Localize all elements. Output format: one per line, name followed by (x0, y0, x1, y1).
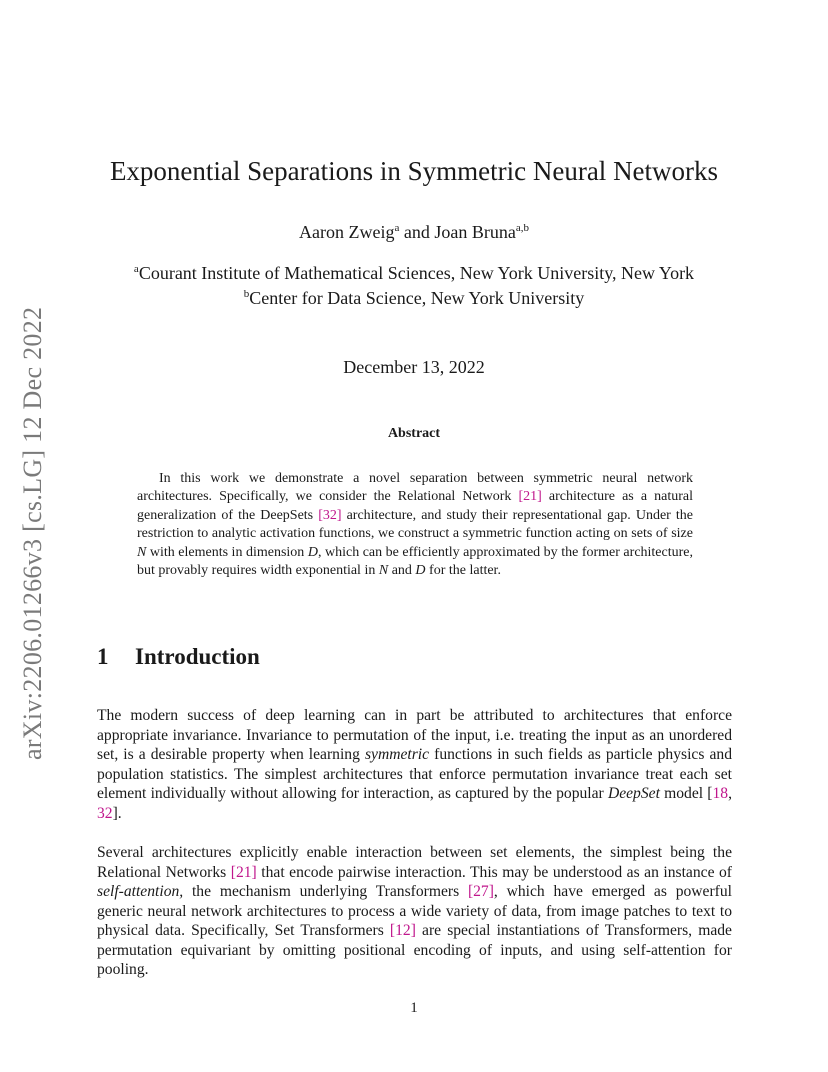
abstract-text: architecture as a natural generalization of the DeepSets (137, 489, 694, 523)
section-number: 1 (97, 644, 109, 669)
abstract-text: and (388, 563, 416, 579)
author-affiliation-mark: a,b (515, 222, 529, 234)
author-connector: and (399, 222, 435, 242)
body-text: , (728, 785, 732, 802)
section-title: Introduction (135, 644, 260, 669)
math-variable: D (415, 563, 426, 579)
paper-title: Exponential Separations in Symmetric Neural Networks (109, 156, 719, 186)
abstract-text: with elements in dimension (146, 544, 308, 560)
abstract-body (137, 470, 693, 580)
body-text: model [ (659, 785, 713, 802)
body-text: ]. (112, 804, 122, 822)
author-name: Aaron Zweig (299, 222, 395, 242)
affiliation-mark: a (133, 263, 139, 275)
citation-link[interactable]: [21] (518, 489, 542, 505)
citation-link[interactable]: [27] (467, 883, 494, 900)
emphasis-text: DeepSet (607, 785, 660, 802)
page-number: 1 (410, 1000, 418, 1016)
body-paragraph (97, 706, 732, 823)
affiliation-a (0, 263, 828, 284)
author-name: Joan Bruna (434, 222, 516, 242)
affiliation-b (0, 288, 828, 309)
abstract-text: In this work we demonstrate a novel separation between symmetric neural network architectures. Specifically, we consider the Relational Network (137, 471, 693, 505)
body-text: , which have emerged as powerful generic neural network architectures to process a wide variety of data, from image patches to text to physical data. Specifically, Set Transformers (97, 883, 732, 939)
author-affiliation-mark: a (394, 222, 400, 234)
body-text: functions in such fields as particle physics and population statistics. The simplest architectures that enforce permutation invariance treat each set element individually without allowing for interaction, as captured by the popular (97, 746, 732, 802)
body-text: are special instantiations of Transformers, made permutation equivariant by omitting positional encoding of inputs, and using self-attention for pooling. (97, 922, 732, 978)
citation-link[interactable]: 32 (97, 804, 113, 822)
citation-link[interactable]: [12] (389, 922, 416, 939)
body-text: The modern success of deep learning can in part be attributed to architectures that enforce appropriate invariance. Invariance to permutation of the input, i.e. treating the input as an unordered set, is a desirable property when learning (97, 707, 732, 763)
body-text: Several architectures explicitly enable interaction between set elements, the simplest being the Relational Networks (97, 844, 732, 881)
abstract-text: for the latter. (425, 563, 501, 579)
abstract-heading: Abstract (387, 426, 441, 441)
emphasis-text: self-attention, (97, 883, 184, 900)
arxiv-side-identifier: arXiv:2206.01266v3 [cs.LG] 12 Dec 2022 (18, 306, 47, 760)
math-variable: D (307, 544, 318, 560)
section-heading (97, 644, 260, 670)
author-line (0, 222, 828, 243)
body-text: that encode pairwise interaction. This may be understood as an instance of (256, 863, 732, 881)
math-variable: N (378, 563, 389, 579)
abstract-text: , which can be efficiently approximated by the former architecture, but provably requires width exponential in (137, 544, 693, 579)
math-variable: N (137, 544, 147, 560)
paper-date: December 13, 2022 (343, 357, 485, 377)
citation-link[interactable]: 18 (712, 785, 729, 802)
body-paragraph (97, 843, 732, 980)
citation-link[interactable]: [21] (230, 863, 257, 881)
affiliation-text: Courant Institute of Mathematical Sciences, New York University, New York (138, 263, 695, 283)
emphasis-text: symmetric (364, 746, 430, 763)
affiliation-text: Center for Data Science, New York University (249, 288, 585, 308)
citation-link[interactable]: [32] (318, 507, 342, 523)
body-text: the mechanism underlying Transformers (183, 883, 468, 900)
affiliation-mark: b (243, 288, 250, 300)
abstract-text: architecture, and study their representational gap. Under the restriction to analytic activation functions, we construct a symmetric function acting on sets of size (137, 507, 693, 542)
